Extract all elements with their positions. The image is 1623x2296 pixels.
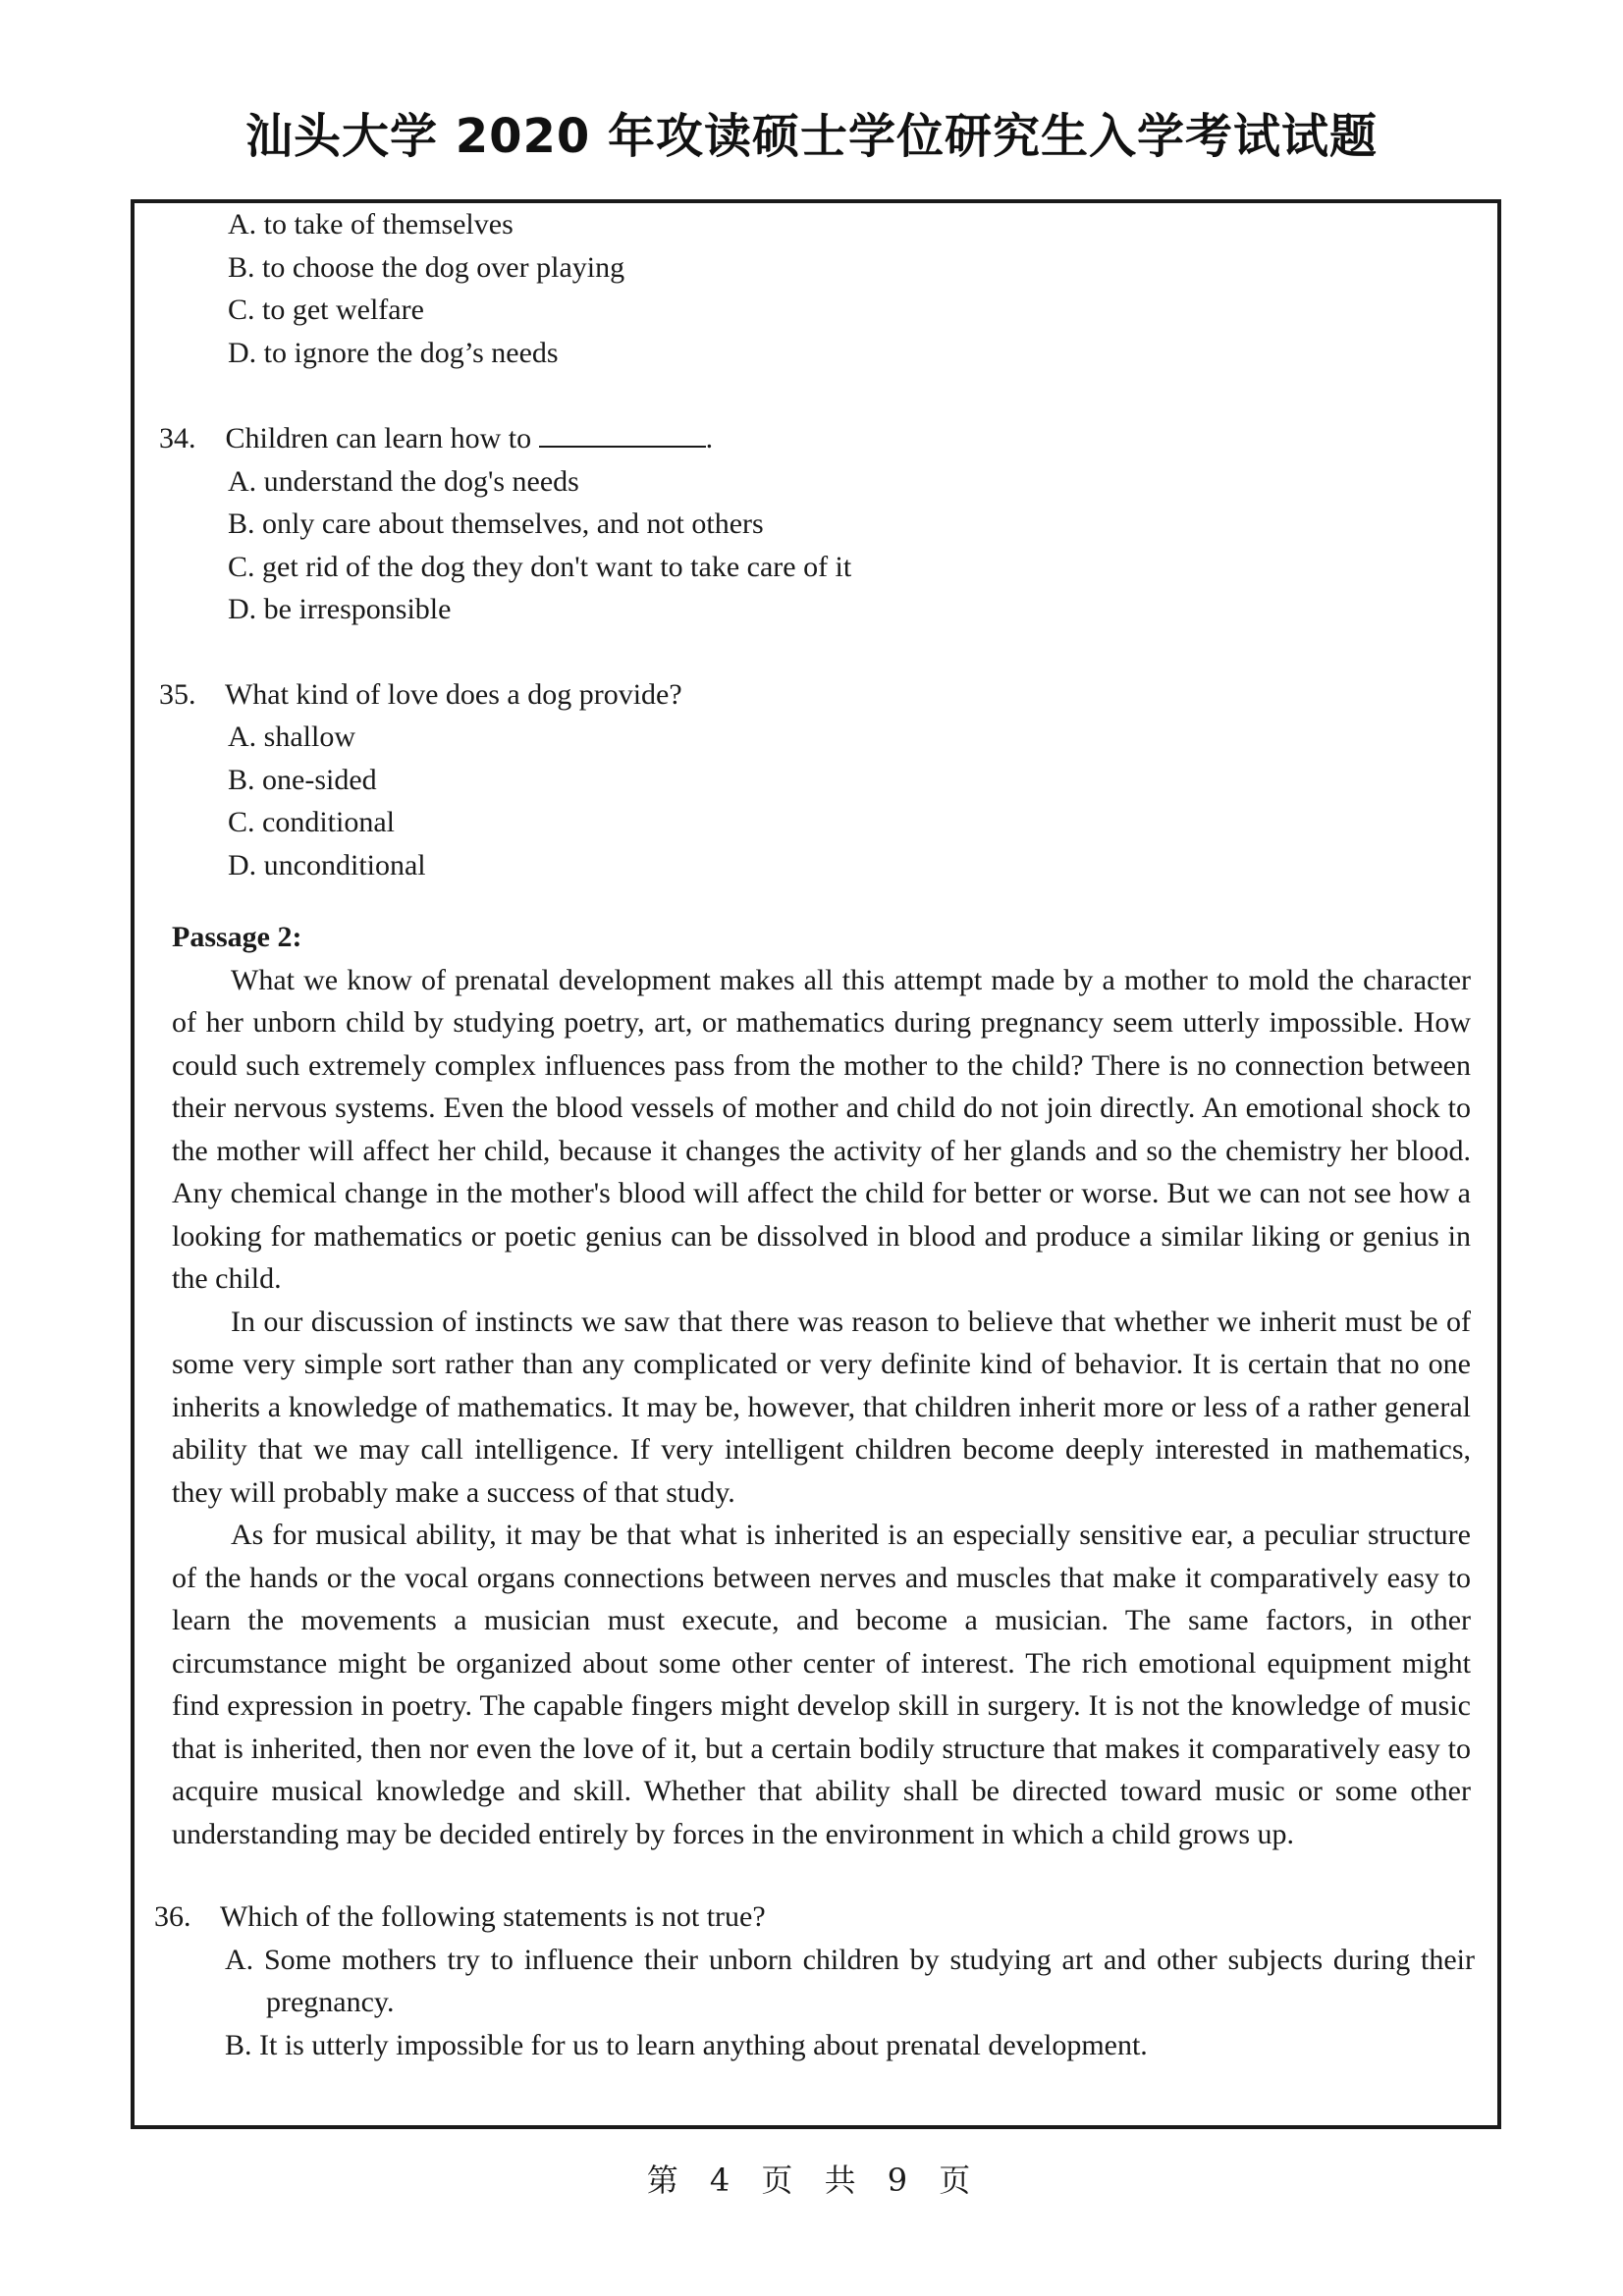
q36-options	[225, 1939, 1475, 2067]
passage-2-paragraph-1: What we know of prenatal development makes all this attempt made by a mother to mold the character of her unborn child by studying poetry, art, or mathematics during pregnancy seem utterly impossible. How could such extremely complex influences pass from the mother to the child? There is no connection between their nervous systems. Even the blood vessels of mother and child do not join directly. An emotional shock to the mother will affect her child, because it changes the activity of her glands and so the chemistry her blood. Any chemical change in the mother's blood will affect the child for better or worse. But we can not see how a looking for mathematics or poetic genius can be dissolved in blood and produce a similar liking or genius in the child.	[172, 963, 1471, 1295]
q34-option-c: C. get rid of the dog they don't want to take care of it	[228, 550, 852, 583]
passage-2-paragraph-2: In our discussion of instincts we saw that there was reason to believe that whether we inherit must be of some very simple sort rather than any complicated or very definite kind of behavior. It is certain that no one inherits a knowledge of mathematics. It may be, however, that children inherit more or less of a rather general ability that we may call intelligence. If very intelligent children become deeply interested in mathematics, they will probably make a success of that study.	[172, 1305, 1471, 1509]
question-35	[154, 673, 1475, 887]
q36-number: 36.	[154, 1900, 191, 1933]
q34-stem	[159, 416, 1475, 460]
q34-text: Children can learn how to	[225, 422, 532, 454]
q34-option-b: B. only care about themselves, and not others	[228, 507, 764, 540]
q34-stem-end: .	[705, 422, 714, 454]
question-frame	[131, 199, 1501, 2129]
q35-stem	[159, 673, 1475, 717]
q33-option-a: A. to take of themselves	[228, 208, 514, 240]
q36-option-a: A. Some mothers try to influence their unborn children by studying art and other subjects during their pregnancy.	[225, 1943, 1475, 2018]
question-34	[154, 416, 1475, 631]
exam-title: 汕头大学 2020 年攻读硕士学位研究生入学考试试题	[244, 109, 1379, 164]
q34-number: 34.	[159, 422, 196, 454]
q34-option-d: D. be irresponsible	[228, 593, 452, 625]
q33-options	[154, 203, 1475, 374]
question-36	[154, 1896, 1475, 2066]
q35-number: 35.	[159, 677, 196, 711]
q35-option-c: C. conditional	[228, 806, 395, 838]
q34-option-a: A. understand the dog's needs	[228, 464, 579, 498]
q35-option-d: D. unconditional	[228, 848, 426, 881]
q33-option-b: B. to choose the dog over playing	[228, 250, 625, 284]
page-number-footer: 第 4 页 共 9 页	[646, 2162, 977, 2199]
q35-option-a: A. shallow	[228, 721, 355, 753]
q36-option-b: B. It is utterly impossible for us to learn anything about prenatal development.	[225, 2028, 1148, 2061]
question-content	[154, 203, 1475, 2066]
q36-stem	[154, 1896, 1475, 1939]
passage-2-heading: Passage 2:	[172, 921, 302, 953]
q34-blank	[539, 416, 706, 448]
q33-option-d: D. to ignore the dog’s needs	[228, 336, 559, 369]
q36-text: Which of the following statements is not true?	[219, 1900, 766, 1933]
passage-2-paragraph-3: As for musical ability, it may be that what is inherited is an especially sensitive ear, a peculiar structure of the hands or the vocal organs connections between nerves and muscles that make it comparatively easy to learn the movements a musician must execute, and become a musician. The same factors, in other circumstance might be organized about some other center of interest. The rich emotional equipment might find expression in poetry. The capable fingers might develop skill in surgery. It is not the knowledge of music that is inherited, then nor even the love of it, but a certain bodily structure that makes it comparatively easy to acquire musical knowledge and skill. Whether that ability shall be directed toward music or some other understanding may be decided entirely by forces in the environment in which a child grows up.	[172, 1519, 1471, 1850]
q35-text: What kind of love does a dog provide?	[224, 677, 682, 711]
q35-option-b: B. one-sided	[228, 763, 377, 796]
q33-option-c: C. to get welfare	[228, 294, 424, 326]
passage-2-body	[172, 959, 1475, 1856]
